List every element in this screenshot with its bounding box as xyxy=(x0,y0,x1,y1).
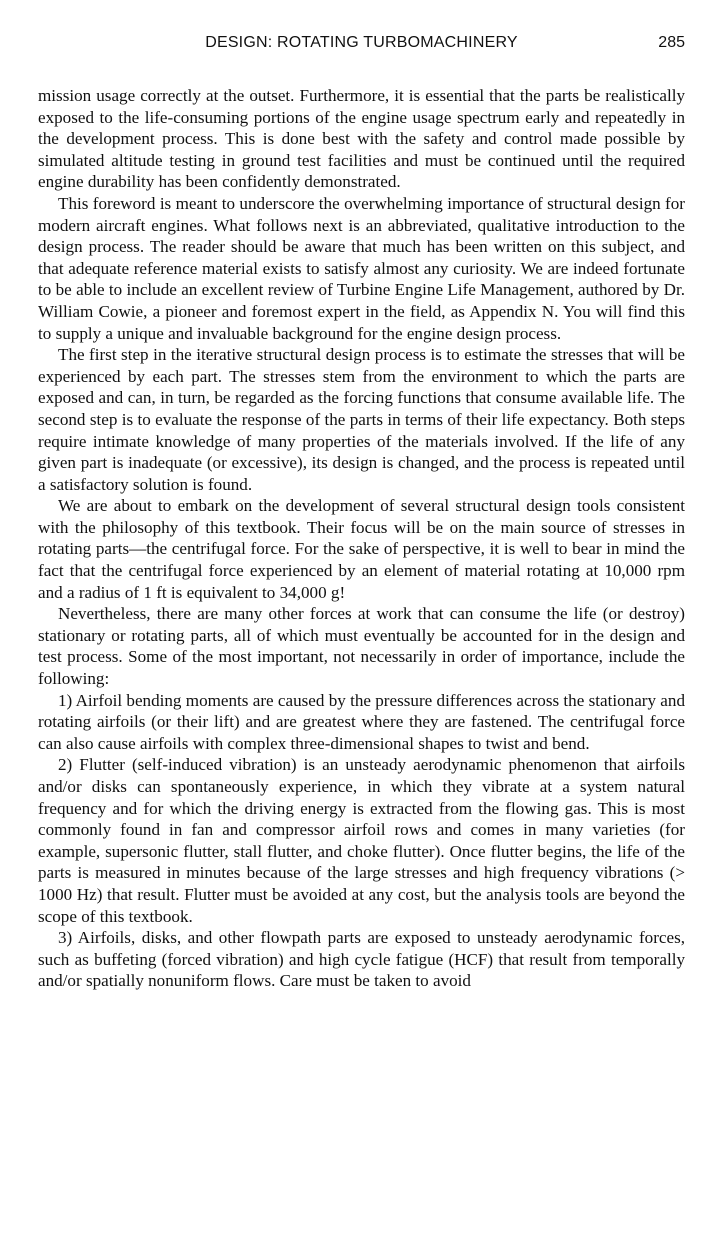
paragraph-continuation: mission usage correctly at the outset. Furthermore, it is essential that the parts be realistically exposed to the life-consuming portions of the engine usage spectrum early and repeatedly in the development process. This is done best with the safety and control made possible by simulated altitude testing in ground test facilities and must be continued until the required engine durability has been confidently demonstrated. xyxy=(38,86,685,192)
page-number: 285 xyxy=(658,34,685,51)
list-item-airfoil-bending: 1) Airfoil bending moments are caused by the pressure differences across the stationary and rotating airfoils (or their lift) and are greatest where they are fastened. The centrifugal force can also cause airfoils with complex three-dimensional shapes to twist and bend. xyxy=(38,690,685,753)
running-header-title: DESIGN: ROTATING TURBOMACHINERY xyxy=(205,34,518,51)
paragraph-other-forces: Nevertheless, there are many other forces at work that can consume the life (or destroy) stationary or rotating parts, all of which must eventually be accounted for in the design and test process. Some of the most important, not necessarily in order of importance, include the following: xyxy=(38,604,685,689)
paragraph-design-tools: We are about to embark on the development of several structural design tools consistent with the philosophy of this textbook. Their focus will be on the main source of stresses in rotating parts—the centrifugal force. For the sake of perspective, it is well to bear in mind the fact that the centrifugal force experienced by an element of material rotating at 10,000 rpm and a radius of 1 ft is equivalent to 34,000 g! xyxy=(38,496,685,602)
paragraph-foreword: This foreword is meant to underscore the overwhelming importance of structural design for modern aircraft engines. What follows next is an abbreviated, qualitative introduction to the design process. The reader should be aware that much has been written on this subject, and that adequate reference material exists to satisfy almost any curiosity. We are indeed fortunate to be able to include an excellent review of Turbine Engine Life Management, authored by Dr. William Cowie, a pioneer and foremost expert in the field, as Appendix N. You will find this to supply a unique and invaluable background for the engine design process. xyxy=(38,193,685,343)
list-item-unsteady-forces: 3) Airfoils, disks, and other flowpath parts are exposed to unsteady aerodynamic forces, such as buffeting (forced vibration) and high cycle fatigue (HCF) that result from temporally and/or spatially nonuniform flows. Care must be taken to avoid xyxy=(38,928,685,991)
paragraph-first-step: The first step in the iterative structural design process is to estimate the stresses that will be experienced by each part. The stresses stem from the environment to which the parts are exposed and can, in turn, be regarded as the forcing functions that consume available life. The second step is to evaluate the response of the parts in terms of their life expectancy. Both steps require intimate knowledge of many properties of the materials involved. If the life of any given part is inadequate (or excessive), its design is changed, and the process is repeated until a satisfactory solution is found. xyxy=(38,345,685,494)
list-item-flutter: 2) Flutter (self-induced vibration) is an unsteady aerodynamic phenomenon that airfoils and/or disks can spontaneously experience, in which they vibrate at a system natural frequency and for which the driving energy is extracted from the flowing gas. This is most commonly found in fan and compressor airfoil rows and comes in many varieties (for example, supersonic flutter, stall flutter, and choke flutter). Once flutter begins, the life of the parts is measured in minutes because of the large stresses and high frequency vibrations (> 1000 Hz) that result. Flutter must be avoided at any cost, but the analysis tools are beyond the scope of this textbook. xyxy=(38,755,685,926)
running-header xyxy=(38,34,685,56)
body-text xyxy=(38,85,685,992)
